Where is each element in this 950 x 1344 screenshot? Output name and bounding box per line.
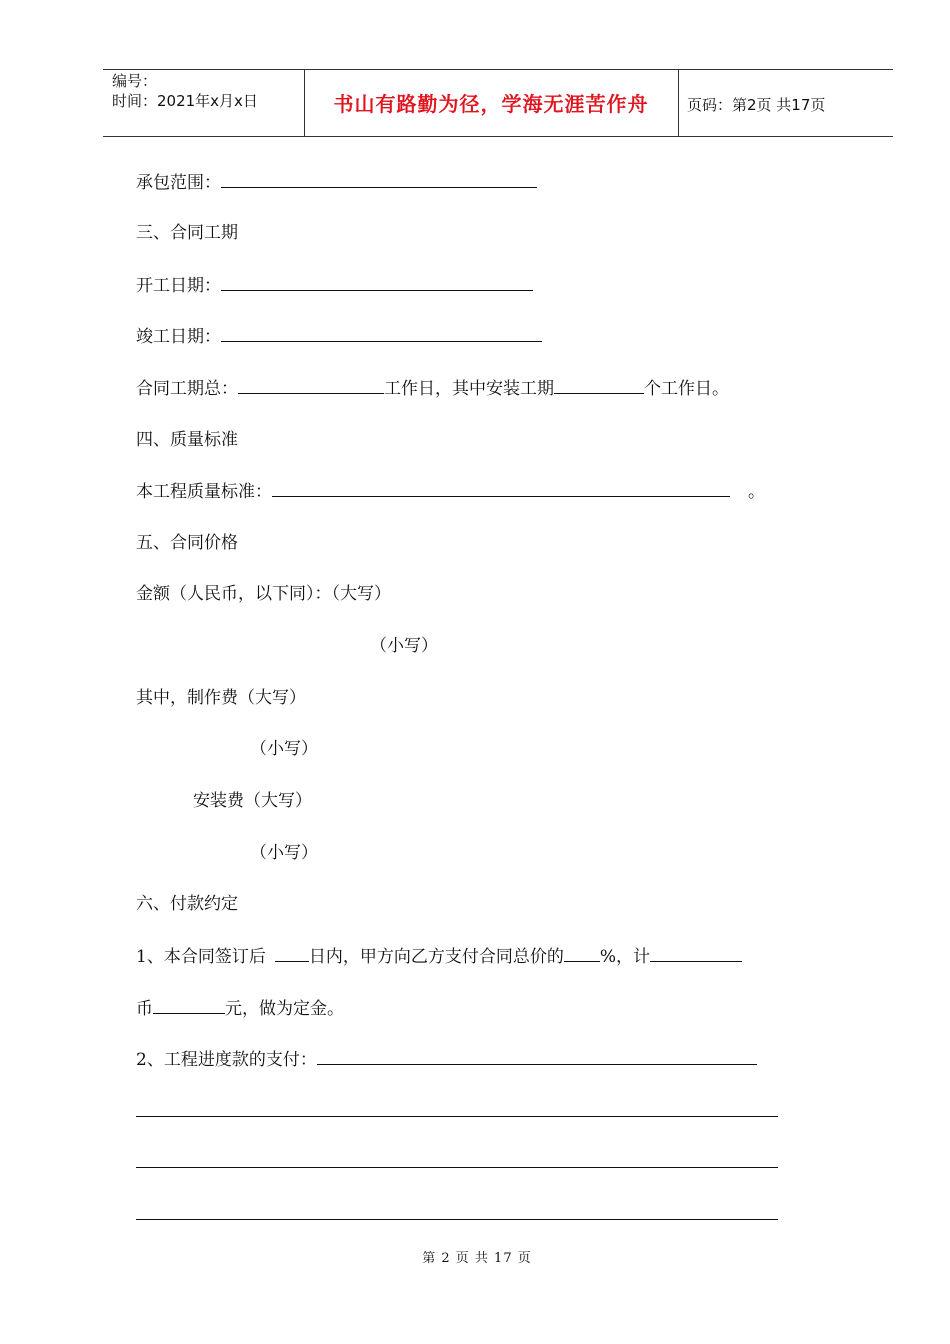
payment-days-blank[interactable] — [275, 944, 309, 962]
duration-line — [136, 376, 729, 401]
payment-2-blank-line-1[interactable] — [136, 1116, 778, 1117]
start-date-blank[interactable] — [221, 273, 533, 291]
section-4-heading: 四、质量标准 — [136, 430, 238, 450]
end-date-line — [136, 324, 542, 349]
deposit-amount-blank[interactable] — [153, 996, 225, 1014]
quality-end-mark: 。 — [748, 482, 765, 502]
header-page-info: 页码：第2页 共17页 — [687, 96, 826, 114]
start-date-line — [136, 273, 533, 298]
footer-page-number: 第 2 页 共 17 页 — [422, 1251, 532, 1266]
end-date-blank[interactable] — [221, 324, 542, 342]
duration-total-blank[interactable] — [238, 376, 384, 394]
payment-1-text-b: 日内，甲方向乙方支付合同总价的 — [308, 947, 564, 967]
quality-blank[interactable] — [272, 479, 730, 497]
install-duration-blank[interactable] — [554, 376, 644, 394]
header-top-rule — [103, 69, 893, 70]
duration-label: 合同工期总： — [136, 379, 238, 399]
payment-percent-blank[interactable] — [564, 944, 600, 962]
install-fee-small-line: （小写） — [250, 843, 318, 863]
payment-1-line-2 — [136, 996, 344, 1021]
amount-line: 金额（人民币，以下同）：（大写） — [136, 584, 391, 604]
payment-amount-blank[interactable] — [650, 944, 742, 962]
duration-end-text: 个工作日。 — [644, 379, 729, 399]
header-bottom-rule — [103, 136, 893, 137]
duration-mid-text: 工作日，其中安装工期 — [384, 379, 554, 399]
header-time-label: 时间：2021年x月x日 — [112, 92, 258, 110]
quality-line — [136, 479, 765, 504]
payment-2-blank[interactable] — [317, 1047, 757, 1065]
production-fee-line: 其中，制作费（大写） — [136, 688, 306, 708]
section-5-heading: 五、合同价格 — [136, 533, 238, 553]
payment-2-blank-line-2[interactable] — [136, 1167, 778, 1168]
scope-blank[interactable] — [221, 170, 537, 188]
install-fee-line: 安装费（大写） — [193, 791, 312, 811]
payment-2-label: 2、工程进度款的支付： — [136, 1050, 317, 1070]
payment-2-blank-line-3[interactable] — [136, 1219, 778, 1220]
amount-small-line: （小写） — [370, 636, 438, 656]
payment-1-text-d: 币 — [136, 999, 153, 1019]
scope-label: 承包范围： — [136, 173, 221, 193]
payment-1-text-a: 1、本合同签订后 — [136, 947, 266, 967]
header-code-label: 编号： — [112, 72, 158, 90]
payment-1-text-c: %，计 — [599, 947, 650, 967]
production-fee-small-line: （小写） — [250, 739, 318, 759]
payment-1-line — [136, 944, 742, 969]
section-6-heading: 六、付款约定 — [136, 894, 238, 914]
payment-1-text-e: 元，做为定金。 — [225, 999, 344, 1019]
start-date-label: 开工日期： — [136, 276, 221, 296]
payment-2-line — [136, 1047, 757, 1072]
header-motto: 书山有路勤为径，学海无涯苦作舟 — [333, 92, 649, 116]
scope-line — [136, 170, 537, 195]
end-date-label: 竣工日期： — [136, 327, 221, 347]
section-3-heading: 三、合同工期 — [136, 223, 238, 243]
quality-label: 本工程质量标准： — [136, 482, 272, 502]
header-divider-right — [678, 69, 679, 136]
